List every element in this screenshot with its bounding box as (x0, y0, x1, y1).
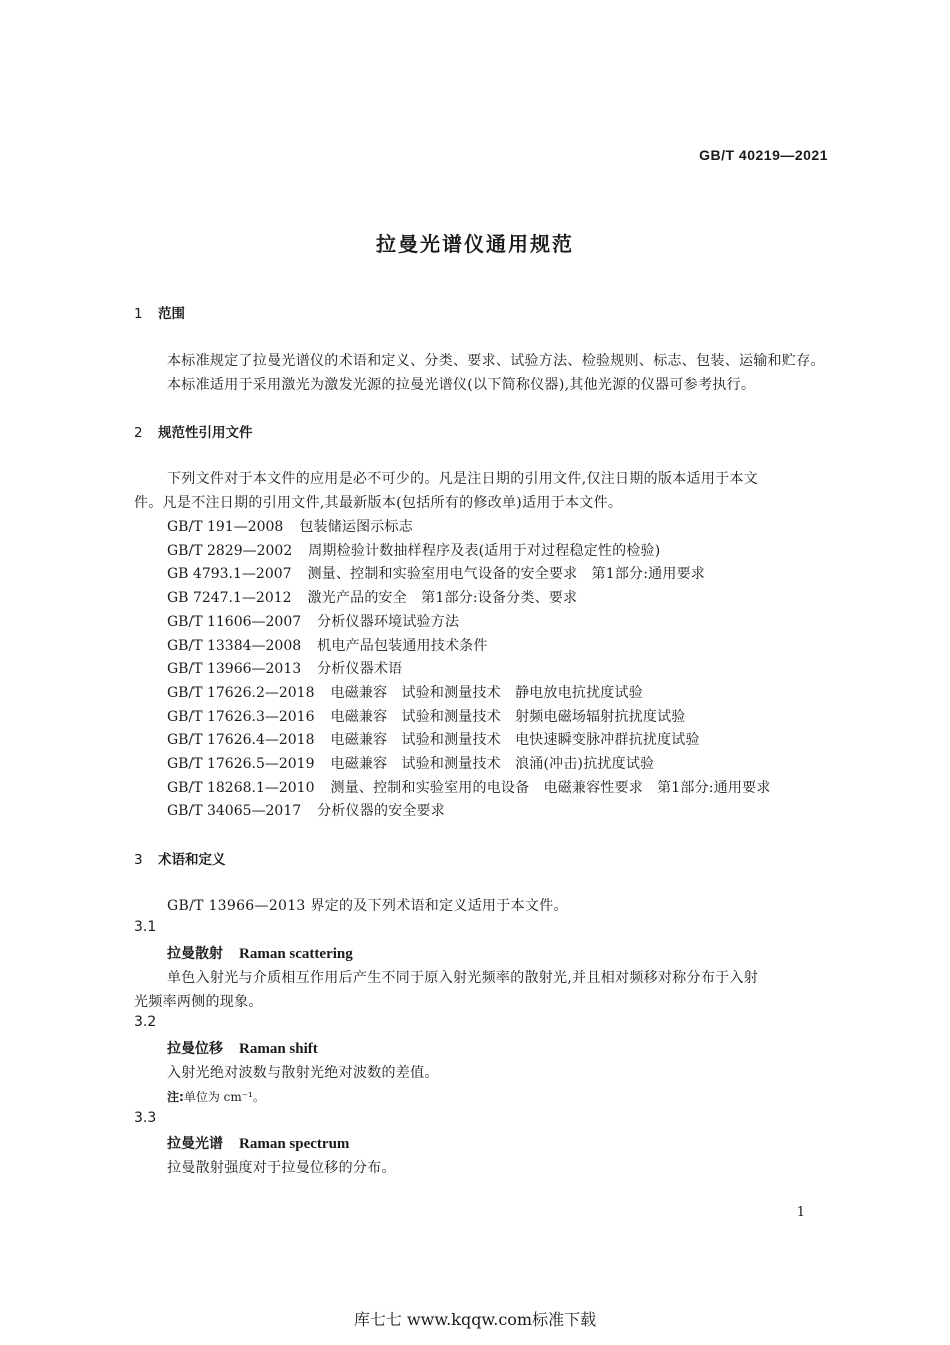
term-english: Raman scattering (239, 946, 353, 962)
reference-item (167, 658, 402, 678)
paragraph: 下列文件对于本文件的应用是必不可少的。凡是注日期的引用文件,仅注日期的版本适用于本文 (167, 471, 759, 487)
paragraph: 本标准适用于采用激光为激发光源的拉曼光谱仪(以下简称仪器),其他光源的仪器可参考执行。 (167, 377, 756, 393)
section-2-heading (134, 421, 253, 441)
term-heading (167, 1133, 349, 1153)
reference-item (167, 777, 771, 797)
reference-code: GB/T 17626.4—2018 (167, 732, 315, 749)
note-label: 注: (167, 1090, 184, 1104)
reference-item (167, 563, 705, 583)
reference-title: 测量、控制和实验室用电气设备的安全要求 第1部分:通用要求 (307, 566, 705, 583)
reference-title: 分析仪器的安全要求 (317, 803, 445, 820)
term-definition: 入射光绝对波数与散射光绝对波数的差值。 (167, 1065, 439, 1081)
term-english: Raman shift (239, 1041, 318, 1057)
section-title: 术语和定义 (158, 852, 226, 868)
term-definition: 单色入射光与介质相互作用后产生不同于原入射光频率的散射光,并且相对频移对称分布于入射 (167, 970, 759, 986)
reference-title: 测量、控制和实验室用的电设备 电磁兼容性要求 第1部分:通用要求 (330, 779, 771, 796)
reference-title: 电磁兼容 试验和测量技术 电快速瞬变脉冲群抗扰度试验 (330, 732, 700, 749)
reference-title: 电磁兼容 试验和测量技术 浪涌(冲击)抗扰度试验 (330, 756, 655, 772)
reference-item (167, 682, 643, 702)
term-number: 3.3 (134, 1110, 157, 1126)
term-note (167, 1088, 265, 1105)
reference-title: 包装储运图示标志 (299, 519, 413, 535)
section-3-heading (134, 848, 226, 868)
reference-code: GB/T 17626.3—2016 (167, 708, 315, 725)
document-title: 拉曼光谱仪通用规范 (376, 232, 574, 256)
term-chinese: 拉曼光谱 (167, 1136, 223, 1152)
reference-title: 分析仪器术语 (317, 661, 403, 678)
reference-item (167, 706, 686, 726)
reference-item (167, 516, 413, 536)
reference-code: GB/T 17626.2—2018 (167, 684, 315, 701)
reference-item (167, 729, 700, 749)
standard-code: GB/T 40219—2021 (699, 147, 828, 163)
term-english: Raman spectrum (239, 1136, 350, 1152)
section-title: 范围 (158, 306, 185, 322)
term-definition: 拉曼散射强度对于拉曼位移的分布。 (167, 1160, 396, 1176)
footer-watermark-text: 库七七 www.kqqw.com标准下载 (353, 1310, 597, 1329)
reference-title: 周期检验计数抽样程序及表(适用于对过程稳定性的检验) (308, 542, 661, 559)
reference-code: GB/T 17626.5—2019 (167, 756, 315, 772)
page-number: 1 (796, 1205, 805, 1220)
reference-title: 分析仪器环境试验方法 (317, 613, 460, 630)
section-title: 规范性引用文件 (158, 425, 253, 441)
term-chinese: 拉曼位移 (167, 1041, 223, 1057)
reference-title: 电磁兼容 试验和测量技术 射频电磁场辐射抗扰度试验 (330, 708, 686, 725)
reference-item (167, 753, 654, 773)
paragraph: GB/T 13966—2013 界定的及下列术语和定义适用于本文件。 (167, 898, 568, 914)
reference-item (167, 587, 577, 607)
section-number: 1 (134, 306, 143, 322)
reference-item (167, 611, 459, 631)
term-heading (167, 943, 353, 963)
paragraph: 本标准规定了拉曼光谱仪的术语和定义、分类、要求、试验方法、检验规则、标志、包装、运输和贮存。 (167, 353, 825, 369)
reference-item (167, 800, 445, 820)
reference-code: GB/T 11606—2007 (167, 613, 302, 630)
reference-code: GB/T 13966—2013 (167, 661, 302, 678)
section-1-heading (134, 302, 185, 322)
reference-title: 机电产品包装通用技术条件 (317, 637, 488, 654)
section-number: 3 (134, 852, 143, 868)
reference-code: GB/T 18268.1—2010 (167, 779, 315, 796)
reference-item (167, 540, 660, 560)
reference-title: 电磁兼容 试验和测量技术 静电放电抗扰度试验 (330, 684, 643, 701)
term-definition-continuation: 光频率两侧的现象。 (134, 994, 263, 1010)
reference-code: GB 7247.1—2012 (167, 590, 292, 607)
reference-code: GB/T 13384—2008 (167, 637, 302, 654)
paragraph-continuation: 件。凡是不注日期的引用文件,其最新版本(包括所有的修改单)适用于本文件。 (134, 495, 623, 511)
term-heading (167, 1038, 318, 1058)
section-number: 2 (134, 425, 143, 441)
note-text: 单位为 cm⁻¹。 (183, 1090, 265, 1104)
reference-code: GB/T 2829—2002 (167, 542, 293, 559)
reference-code: GB/T 34065—2017 (167, 803, 302, 820)
reference-code: GB/T 191—2008 (167, 519, 284, 535)
term-number: 3.1 (134, 919, 157, 935)
reference-code: GB 4793.1—2007 (167, 566, 292, 583)
term-chinese: 拉曼散射 (167, 946, 223, 962)
reference-item (167, 635, 488, 655)
term-number: 3.2 (134, 1014, 157, 1030)
reference-title: 激光产品的安全 第1部分:设备分类、要求 (307, 590, 578, 607)
